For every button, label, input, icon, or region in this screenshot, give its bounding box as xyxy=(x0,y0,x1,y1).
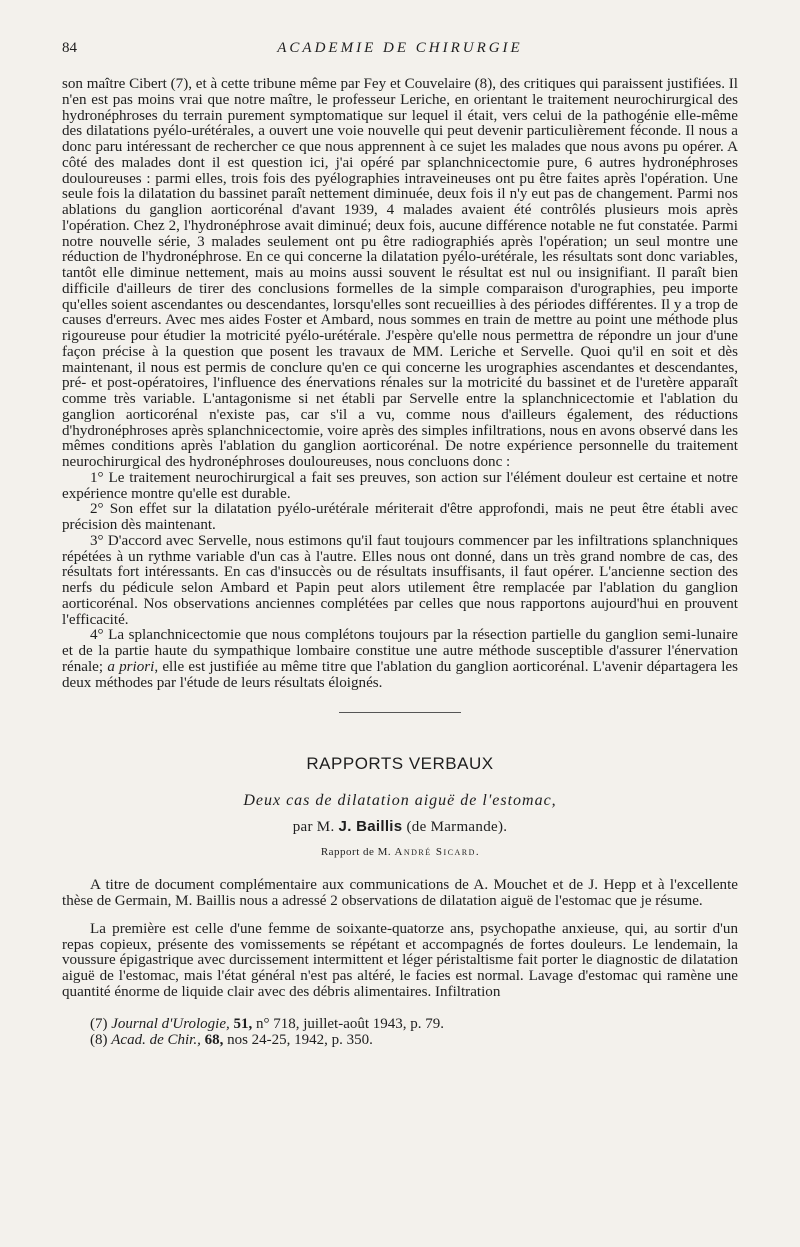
byline: par M. J. Baillis (de Marmande). xyxy=(292,818,508,836)
footnote: (8) Acad. de Chir., 68, nos 24-25, 1942, p. 350. xyxy=(90,1031,373,1048)
conclusion-1: 1° Le traitement neurochirurgical a fait ses preuves, son action sur l'élément douleur est certaine et notre expérience montre qu'elle est durable. xyxy=(62,469,738,502)
body-text xyxy=(62,77,738,691)
page-number: 84 xyxy=(62,40,77,56)
section-divider xyxy=(339,712,461,713)
paragraph: son maître Cibert (7), et à cette tribune même par Fey et Couvelaire (8), des critiques qui paraissent justifiées. Il n'en est pas moins vrai que notre maître, le professeur Leriche, en orientant le traitement neurochirurgical des hydronéphroses du terrain purement symptomatique sur lequel il était, vers celui de la pathogénie elle-même des dilatations pyélo-urétérales, a ouvert une voie nouvelle qui peut devenir particulièrement féconde. Il nous a donc paru intéressant de rechercher ce que nous apprennent à ce sujet les malades que nous avons pu opérer. A côté des malades dont il est question ici, j'ai opéré par splanchnicectomie pure, 6 autres hydronéphroses douloureuses : parmi elles, trois fois des pyélographies intraveineuses ont pu être faites après l'opération. Une seule fois la dilatation du bassinet paraît nettement diminuée, deux fois il n'y eut pas de changement. Parmi nos ablations du ganglion aorticorénal d'avant 1939, 4 malades avaient été contrôlés plusieurs mois après l'opération. Chez 2, l'hydronéphrose avait diminué; deux fois, aucune différence notable ne fut constatée. Parmi notre nouvelle série, 3 malades seulement ont pu être radiographiés après l'opération; un seul montre une réduction de l'hydronéphrose. En ce qui concerne la dilatation pyélo-urétérale, les résultats sont donc variables, tantôt elle diminue nettement, mais au moins aussi souvent le résultat est nul ou insignifiant. Il paraît bien difficile d'ailleurs de tirer des conclusions formelles de la simple comparaison d'urographies, peu importe qu'elles soient ascendantes ou descendantes, lorsqu'elles sont recueillies à des périodes différentes. Il y a trop de causes d'erreurs. Avec mes aides Foster et Ambard, nous sommes en train de mettre au point une méthode plus rigoureuse pour étudier la motricité pyélo-urétérale. J'espère qu'elle nous permettra de répondre un jour d'une façon précise à la question que posent les travaux de MM. Leriche et Servelle. Quoi qu'il en soit et dès maintenant, il nous est permis de conclure qu'en ce qui concerne les urographies ascendantes et descendantes, pré- et post-opératoires, l'influence des énervations rénales sur la motricité du bassinet et de l'uretère apparaît comme très variable. L'antagonisme si net établi par Servelle entre la splanchnicectomie et l'ablation du ganglion aorticorénal n'existe pas, car s'il a vu, comme nous d'ailleurs également, des réductions d'hydronéphroses après splanchnicectomie, voire après des simples infiltrations, nous en avons observé dans les mêmes conditions après l'ablation du ganglion aorticorénal. De notre expérience personnelle du traitement neurochirurgical des hydronéphroses douloureuses, nous concluons donc : xyxy=(62,76,738,470)
rapport-text xyxy=(62,878,738,1000)
conclusion-4: 4° La splanchnicectomie que nous complétons toujours par la résection partielle du ganglion semi-lunaire et de la partie haute du sympathique lombaire constitue une autre méthode susceptible d'assurer l'énervation rénale; a priori, elle est justifiée au même titre que l'ablation du ganglion aorticorénal. L'avenir départagera les deux méthodes par l'étude de leurs résultats éloignés. xyxy=(62,627,738,691)
footnotes xyxy=(62,1016,738,1048)
paragraph: A titre de document complémentaire aux communications de A. Mouchet et de J. Hepp et à l'excellente thèse de Germain, M. Baillis nous a adressé 2 observations de dilatation aiguë de l'estomac que je résume. xyxy=(62,877,738,909)
conclusion-3: 3° D'accord avec Servelle, nous estimons qu'il faut toujours commencer par les infiltrations splanchniques répétées à un rythme variable d'un cas à l'autre. Elles nous ont donné, dans un très grand nombre de cas, des résultats fort intéressants. En cas d'insuccès ou de résultats insuffisants, il faut opérer. L'ancienne section des nerfs du pédicule selon Ambard et Papin peut alors utilement être remplacée par l'ablation du ganglion aorticorénal. Nos observations anciennes complétées par celles que nous rapportons aujourd'hui en prouvent l'efficacité. xyxy=(62,532,738,628)
author-name: J. Baillis xyxy=(338,818,403,836)
article-title: Deux cas de dilatation aiguë de l'estomac, xyxy=(243,792,557,810)
conclusion-2: 2° Son effet sur la dilatation pyélo-urétérale mériterait d'être approfondi, mais ne peut être établi avec précision dès maintenant. xyxy=(62,501,738,533)
page xyxy=(62,40,738,1048)
running-title: ACADEMIE DE CHIRURGIE xyxy=(277,40,523,56)
footnote: (7) Journal d'Urologie, 51, n° 718, juillet-août 1943, p. 79. xyxy=(90,1015,445,1032)
section-heading: RAPPORTS VERBAUX xyxy=(306,754,494,774)
page-header xyxy=(62,40,738,62)
italic-a-priori: a priori xyxy=(107,658,155,675)
paragraph: La première est celle d'une femme de soixante-quatorze ans, psychopathe anxieuse, qui, au sortir d'un repas copieux, présente des vomissements se répétant et accompagnés de fortes douleurs. Le lendemain, la voussure épigastrique avec durcissement intermittent et léger péristaltisme fait porter le diagnostic de dilatation aiguë de l'estomac, mais l'état général n'est pas altéré, le facies est normal. Lavage d'estomac qui ramène une quantité énorme de liquide clair avec des débris alimentaires. Infiltration xyxy=(62,920,738,1000)
rapporteur-name: André Sicard xyxy=(394,846,476,859)
report-line: Rapport de M. André Sicard. xyxy=(320,846,480,859)
